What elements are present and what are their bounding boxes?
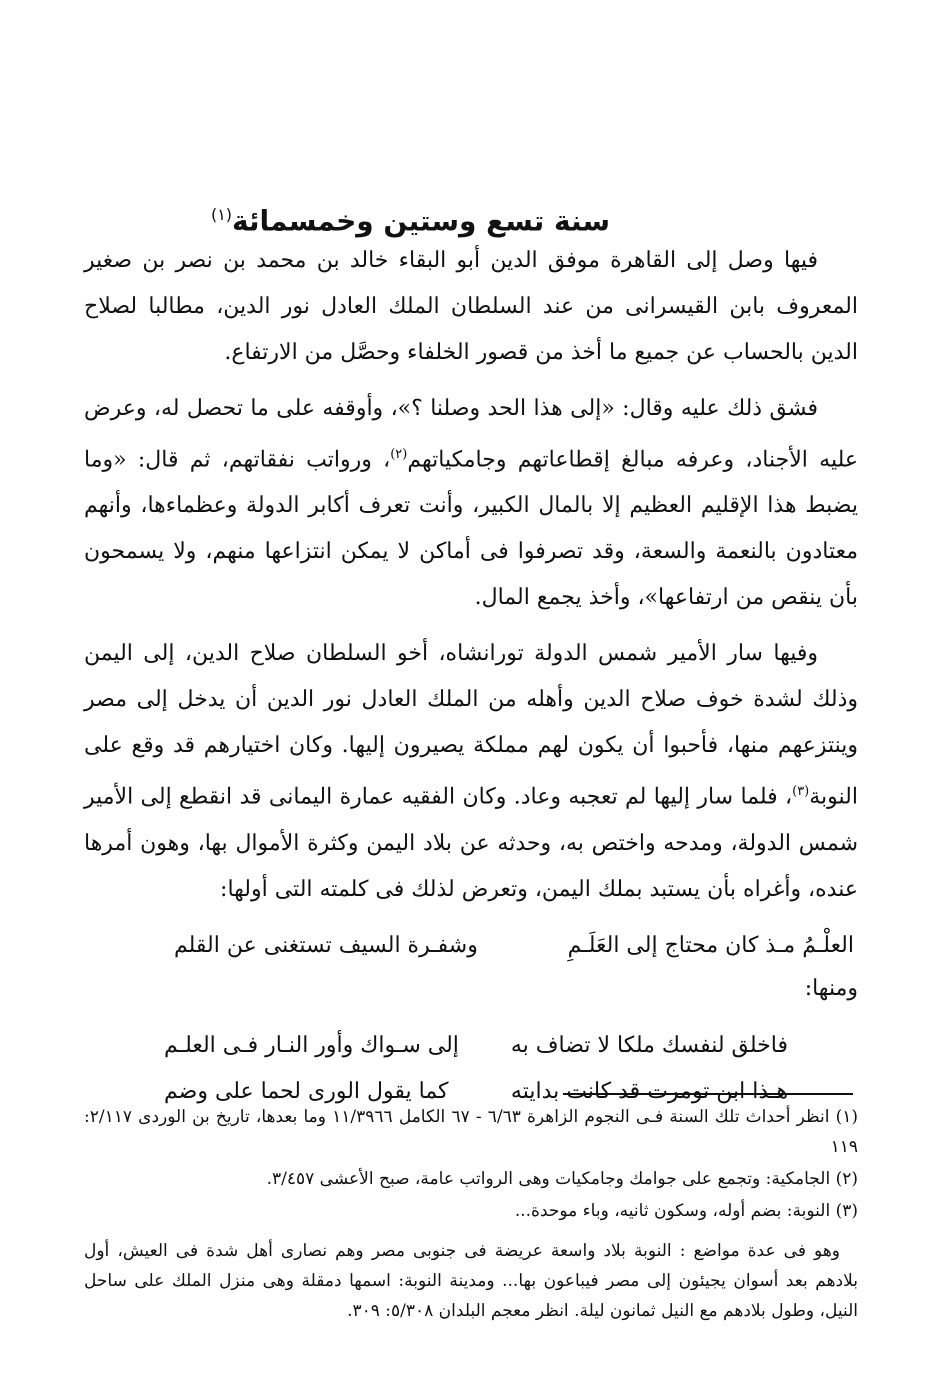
- footnote-3-continuation: وهو فى عدة مواضع : النوبة بلاد واسعة عريضة فى جنوبى مصر وهم نصارى أهل شدة فى العيش، أول بلادهم بعد أسوان يجيئون إلى مصر فيباعون بها... ومدينة النوبة: اسمها دمقلة وهى منزل الملك على ساحل النيل، وطول بلادهم مع النيل ثمانون ليلة. انظر معجم البلدان ٥/٣٠٨: ٣٠٩.: [84, 1241, 858, 1321]
- footnote-2: (٢) الجامكية: وتجمع على جوامك وجامكيات وهى الرواتب عامة، صبح الأعشى ٣/٤٥٧.: [266, 1169, 858, 1189]
- verse-2-second-hemistich: إلى سـواك وأور النـار فـى العلـم: [164, 1032, 459, 1058]
- footnote-1: (١) انظر أحداث تلك السنة فـى النجوم الزاهرة ٦/٦٣ - ٦٧ الكامل ١١/٣٩٦٦ وما بعدها، تاريخ بن الوردى ٢/١١٧: ١١٩: [84, 1107, 858, 1157]
- verse-1: [84, 923, 858, 969]
- verse-intro: ومنها:: [804, 975, 858, 1001]
- footnote-ref-3: (٣): [792, 784, 810, 800]
- footnote-ref-2: (٢): [390, 447, 408, 462]
- footnotes: [84, 1102, 858, 1328]
- footnote-separator: [563, 1093, 853, 1095]
- paragraph-1: فيها وصل إلى القاهرة موفق الدين أبو البقاء خالد بن محمد بن نصر بن صغير المعروف بابن القيسرانى من عند السلطان الملك العادل نور الدين، مطالبا لصلاح الدين بالحساب عن جميع ما أخذ من قصور الخلفاء وحصَّل من الارتفاع.: [84, 248, 858, 365]
- paragraph-3: [84, 631, 858, 912]
- verse-1-first-hemistich: العلْـمُ مـذ كان محتاج إلى العَلَـمِ: [567, 932, 854, 958]
- verse-3-first-hemistich: هـذا ابن تومرت قد كانت بدايته: [510, 1078, 788, 1104]
- verse-2-first-hemistich: فاخلق لنفسك ملكا لا تضاف به: [510, 1032, 788, 1058]
- verse-3-second-hemistich: كما يقول الورى لحما على وضم: [164, 1078, 449, 1104]
- paragraph-2-part-1: فشق ذلك عليه وقال: «إلى هذا الحد وصلنا ؟»، وأوقفه على ما تحصل له، وعرض عليه الأجناد، وعرفه مبالغ إقطاعاتهم وجامكياتهم: [84, 396, 858, 473]
- footnote-3: (٣) النوبة: بضم أوله، وسكون ثانيه، وباء موحدة...: [514, 1201, 858, 1221]
- paragraph-3-part-1: وفيها سار الأمير شمس الدولة تورانشاه، أخو السلطان صلاح الدين، إلى اليمن وذلك لشدة خوف صلاح الدين وأهله من الملك العادل نور الدين أن يدخل إلى مصر وينتزعهم منها، فأحبوا أن يكون لهم مملكة يصيرون إليها. وكان اختيارهم قد وقع على النوبة: [84, 641, 858, 810]
- verse-1-second-hemistich: وشفـرة السيف تستغنى عن القلم: [174, 932, 478, 958]
- paragraph-3-part-2: ، فلما سار إليها لم تعجبه وعاد. وكان الفقيه عمارة اليمانى قد انقطع إلى الأمير شمس الدولة، ومدحه واختص به، وحدثه عن بلاد اليمن وكثرة الأموال بها، وهون أمرها عنده، وأغراه بأن يستبد بملك اليمن، وتعرض لذلك فى كلمته التى أولها:: [84, 784, 859, 902]
- footnote-ref-1: (١): [210, 205, 233, 225]
- paragraph-2: [84, 386, 858, 621]
- main-text: [84, 238, 858, 1115]
- paragraph-2-part-2: ، ورواتب نفقاتهم، ثم قال: «وما يضبط هذا الإقليم العظيم إلا بالمال الكبير، وأنت تعرف أكابر الدولة وعظماءها، وأنهم معتادون بالنعمة والسعة، وقد تصرفوا فى أماكن لا يمكن انتزاعها منهم، ولا يسمحون بأن ينقص من ارتفاعها»، وأخذ يجمع المال.: [84, 447, 858, 611]
- verse-2: [84, 1023, 858, 1069]
- chapter-heading: [60, 193, 610, 243]
- heading-title: سنة تسع وستين وخمسمائة: [232, 204, 610, 238]
